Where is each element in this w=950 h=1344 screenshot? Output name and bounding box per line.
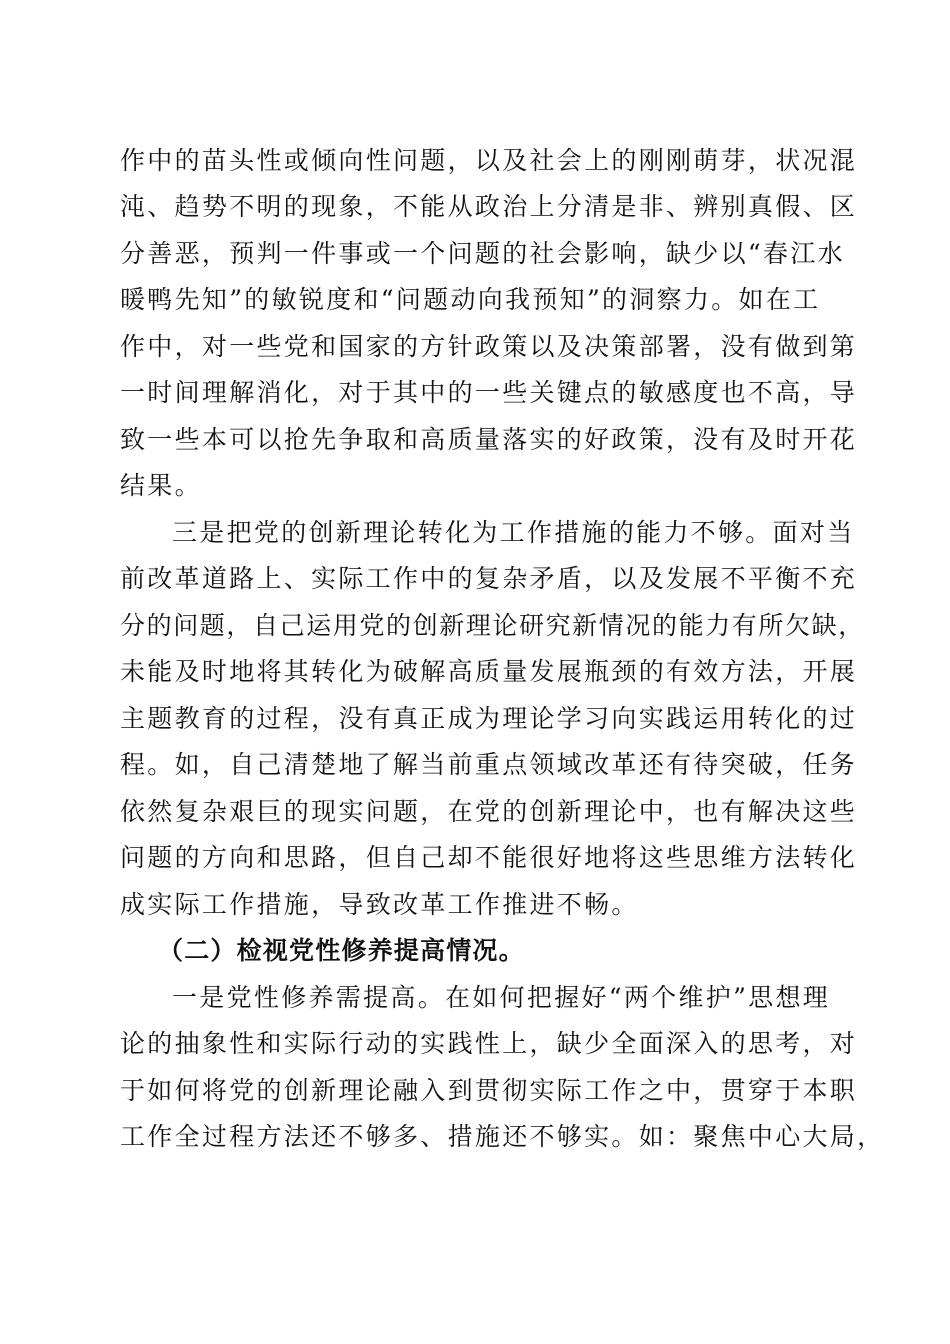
body-text-line: 一时间理解消化，对于其中的一些关键点的敏感度也不高，导 bbox=[120, 378, 858, 407]
body-text-line: 结果。 bbox=[120, 471, 202, 500]
body-text-line: 分善恶，预判一件事或一个问题的社会影响，缺少以“春江水 bbox=[120, 239, 845, 268]
section-heading: （二）检视党性修养提高情况。 bbox=[158, 936, 525, 965]
body-text-line: 分的问题，自己运用党的创新理论研究新情况的能力有所欠缺， bbox=[120, 611, 865, 640]
body-text-line: 于如何将党的创新理论融入到贯彻实际工作之中，贯穿于本职 bbox=[120, 1076, 858, 1105]
body-text-line: 主题教育的过程，没有真正成为理论学习向实践运用转化的过 bbox=[120, 704, 858, 733]
paragraph-first-line: 三是把党的创新理论转化为工作措施的能力不够。面对当 bbox=[172, 518, 855, 547]
body-text-line: 论的抽象性和实际行动的实践性上，缺少全面深入的思考，对 bbox=[120, 1029, 858, 1058]
paragraph-first-line: 一是党性修养需提高。在如何把握好“两个维护”思想理 bbox=[172, 983, 831, 1012]
body-text-line: 前改革道路上、实际工作中的复杂矛盾，以及发展不平衡不充 bbox=[120, 564, 858, 593]
body-text-line: 暖鸭先知”的敏锐度和“问题动向我预知”的洞察力。如在工 bbox=[120, 285, 821, 314]
body-text-line: 成实际工作措施，导致改革工作推进不畅。 bbox=[120, 890, 639, 919]
body-text-line: 作中的苗头性或倾向性问题，以及社会上的刚刚萌芽，状况混 bbox=[120, 146, 858, 175]
body-text-line: 作中，对一些党和国家的方针政策以及决策部署，没有做到第 bbox=[120, 332, 858, 361]
body-text-line: 问题的方向和思路，但自己却不能很好地将这些思维方法转化 bbox=[120, 843, 858, 872]
body-text-line: 沌、趋势不明的现象，不能从政治上分清是非、辨别真假、区 bbox=[120, 192, 858, 221]
body-text-line: 依然复杂艰巨的现实问题，在党的创新理论中，也有解决这些 bbox=[120, 797, 858, 826]
body-text-line: 未能及时地将其转化为破解高质量发展瓶颈的有效方法，开展 bbox=[120, 657, 858, 686]
body-text-line: 致一些本可以抢先争取和高质量落实的好政策，没有及时开花 bbox=[120, 425, 858, 454]
body-text-line: 程。如，自己清楚地了解当前重点领域改革还有待突破，任务 bbox=[120, 750, 858, 779]
body-text-line: 工作全过程方法还不够多、措施还不够实。如：聚焦中心大局， bbox=[120, 1122, 885, 1151]
